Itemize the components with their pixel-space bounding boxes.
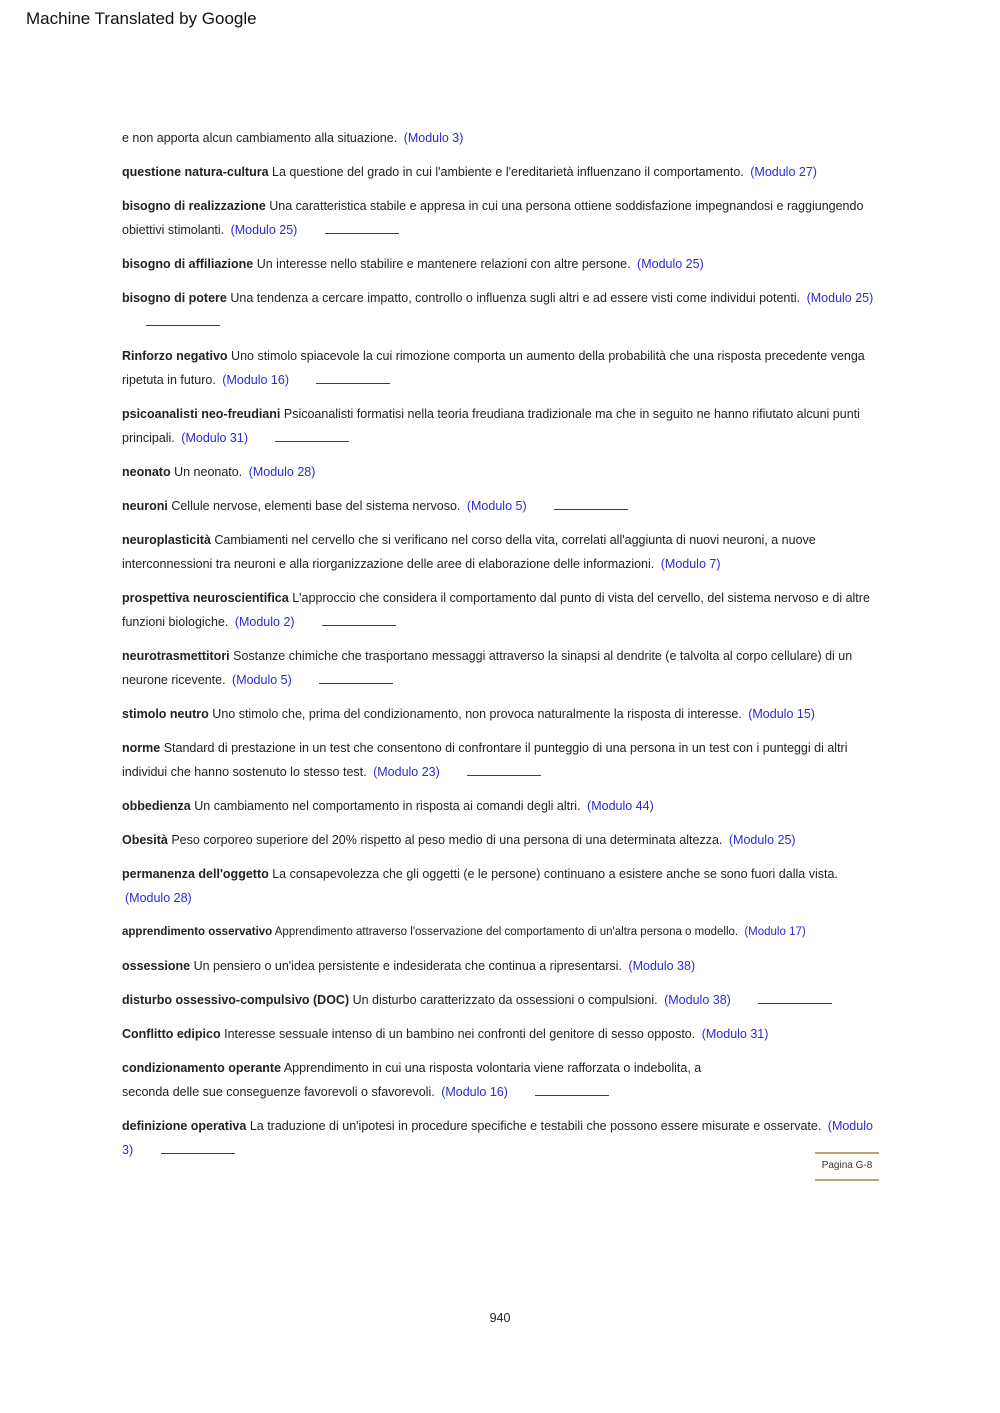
- entry-term: definizione operativa: [122, 1119, 247, 1133]
- glossary-entry: [122, 702, 882, 726]
- glossary-entry: [122, 920, 882, 944]
- entry-term: neuroplasticità: [122, 533, 211, 547]
- module-reference-link[interactable]: (Modulo 5): [466, 499, 527, 513]
- entry-definition: Psicoanalisti formatisi nella teoria freudiana tradizionale ma che in seguito ne hanno rifiutato alcuni punti principali.: [122, 407, 860, 445]
- module-reference-link[interactable]: (Modulo 31): [181, 431, 248, 445]
- entry-term: bisogno di realizzazione: [122, 199, 266, 213]
- glossary-entry: [122, 1022, 882, 1046]
- link-underline: [554, 508, 628, 510]
- entry-term: questione natura-cultura: [122, 165, 269, 179]
- module-reference-link[interactable]: (Modulo 27): [750, 165, 817, 179]
- entry-term: neonato: [122, 465, 171, 479]
- module-reference-link[interactable]: (Modulo 16): [441, 1085, 508, 1099]
- module-reference-link[interactable]: (Modulo 2): [234, 615, 295, 629]
- link-underline: [535, 1094, 609, 1096]
- entry-definition: Peso corporeo superiore del 20% rispetto al peso medio di una persona di una determinata altezza.: [171, 833, 723, 847]
- glossary-entry: [122, 194, 882, 242]
- module-reference-link[interactable]: (Modulo 38): [664, 993, 731, 1007]
- entry-term: condizionamento operante: [122, 1061, 282, 1075]
- glossary-entry: [122, 1114, 882, 1162]
- module-reference-link[interactable]: (Modulo 38): [628, 959, 696, 973]
- module-reference-link[interactable]: (Modulo 25): [637, 257, 704, 271]
- entry-term: norme: [122, 741, 161, 755]
- module-reference-link[interactable]: (Modulo 17): [744, 926, 806, 938]
- glossary-entry: [122, 828, 882, 852]
- entry-definition: L'approccio che considera il comportamento dal punto di vista del cervello, del sistema nervoso e di altre funzioni biologiche.: [122, 591, 870, 629]
- entry-definition: Una caratteristica stabile e appresa in cui una persona ottiene soddisfazione impegnandosi e raggiungendo obiettivi stimolanti.: [122, 199, 864, 237]
- entry-term: apprendimento osservativo: [122, 926, 273, 938]
- entry-term: neurotrasmettitori: [122, 649, 230, 663]
- entry-term: obbedienza: [122, 799, 191, 813]
- module-reference-link[interactable]: (Modulo 3): [122, 1119, 873, 1157]
- glossary-entry: [122, 586, 882, 634]
- link-underline: [316, 382, 390, 384]
- glossary-entry: [122, 736, 882, 784]
- entry-definition: Cambiamenti nel cervello che si verificano nel corso della vita, correlati all'aggiunta di nuovi neuroni, a nuove interconnessioni tra neuroni e alla riorganizzazione delle aree di elaborazione delle informazioni.: [122, 533, 816, 571]
- entry-definition: Apprendimento in cui una risposta volontaria viene rafforzata o indebolita, a seconda delle sue conseguenze favorevoli o sfavorevoli.: [122, 1061, 702, 1099]
- glossary-entry: [122, 494, 882, 518]
- link-underline: [322, 624, 396, 626]
- glossary-entry: [122, 286, 882, 334]
- entry-term: Rinforzo negativo: [122, 349, 228, 363]
- entry-definition: Uno stimolo spiacevole la cui rimozione comporta un aumento della probabilità che una risposta precedente venga ripetuta in futuro.: [122, 349, 865, 387]
- entry-term: prospettiva neuroscientifica: [122, 591, 289, 605]
- module-reference-link[interactable]: (Modulo 31): [701, 1027, 769, 1041]
- glossary-entry: [122, 794, 882, 818]
- module-reference-link[interactable]: (Modulo 23): [373, 765, 440, 779]
- module-reference-link[interactable]: (Modulo 3): [403, 131, 464, 145]
- module-reference-link[interactable]: (Modulo 28): [125, 891, 192, 905]
- module-reference-link[interactable]: (Modulo 28): [248, 465, 316, 479]
- glossary-entry: [122, 644, 882, 692]
- entry-definition: e non apporta alcun cambiamento alla situazione.: [122, 131, 398, 145]
- entry-definition: Un interesse nello stabilire e mantenere relazioni con altre persone.: [256, 257, 631, 271]
- entry-term: stimolo neutro: [122, 707, 209, 721]
- glossary-entry: [122, 528, 882, 576]
- link-underline: [319, 682, 393, 684]
- glossary-entry: [122, 160, 882, 184]
- page-label-badge: Pagina G-8: [815, 1152, 879, 1181]
- entry-definition: Standard di prestazione in un test che consentono di confrontare il punteggio di una persona in un test con i punteggi di altri individui che hanno sostenuto lo stesso test.: [122, 741, 848, 779]
- entry-definition: Uno stimolo che, prima del condizionamento, non provoca naturalmente la risposta di interesse.: [212, 707, 742, 721]
- entry-term: neuroni: [122, 499, 168, 513]
- glossary-entry: [122, 344, 882, 392]
- module-reference-link[interactable]: (Modulo 16): [222, 373, 289, 387]
- glossary-entry: [122, 1056, 732, 1104]
- entry-definition: Apprendimento attraverso l'osservazione del comportamento di un'altra persona o modello.: [274, 926, 739, 938]
- module-reference-link[interactable]: (Modulo 25): [230, 223, 298, 237]
- module-reference-link[interactable]: (Modulo 7): [660, 557, 721, 571]
- entry-term: ossessione: [122, 959, 191, 973]
- glossary-entry: [122, 954, 882, 978]
- module-reference-link[interactable]: (Modulo 15): [748, 707, 815, 721]
- entry-definition: La questione del grado in cui l'ambiente e l'ereditarietà influenzano il comportamento.: [272, 165, 744, 179]
- machine-translation-banner: Machine Translated by Google: [26, 9, 257, 28]
- entry-definition: Una tendenza a cercare impatto, controllo o influenza sugli altri e ad essere visti come individui potenti.: [230, 291, 801, 305]
- entry-term: permanenza dell'oggetto: [122, 867, 269, 881]
- entry-term: psicoanalisti neo-freudiani: [122, 407, 281, 421]
- entry-term: bisogno di affiliazione: [122, 257, 254, 271]
- module-reference-link[interactable]: (Modulo 44): [587, 799, 654, 813]
- entry-term: Conflitto edipico: [122, 1027, 221, 1041]
- glossary-entry: [122, 988, 882, 1012]
- entry-definition: La consapevolezza che gli oggetti (e le persone) continuano a esistere anche se sono fuori dalla vista.: [272, 867, 838, 881]
- entry-definition: Un pensiero o un'idea persistente e indesiderata che continua a ripresentarsi.: [193, 959, 622, 973]
- link-underline: [758, 1002, 832, 1004]
- entry-definition: Un cambiamento nel comportamento in risposta ai comandi degli altri.: [194, 799, 581, 813]
- glossary-entry: [122, 402, 882, 450]
- glossary-entry: [122, 460, 882, 484]
- entry-definition: Interesse sessuale intenso di un bambino nei confronti del genitore di sesso opposto.: [224, 1027, 696, 1041]
- module-reference-link[interactable]: (Modulo 5): [232, 673, 292, 687]
- module-reference-link[interactable]: (Modulo 25): [728, 833, 796, 847]
- page-number: 940: [489, 1311, 511, 1325]
- entry-definition: La traduzione di un'ipotesi in procedure specifiche e testabili che possono essere misurate e osservate.: [249, 1119, 822, 1133]
- glossary-entry: [122, 252, 882, 276]
- entry-term: bisogno di potere: [122, 291, 227, 305]
- entry-term: disturbo ossessivo-compulsivo (DOC): [122, 993, 350, 1007]
- glossary-list: [122, 126, 882, 1172]
- link-underline: [275, 440, 349, 442]
- link-underline: [325, 232, 399, 234]
- glossary-entry: [122, 862, 882, 910]
- entry-definition: Sostanze chimiche che trasportano messaggi attraverso la sinapsi al dendrite (e talvolta al corpo cellulare) di un neurone ricevente.: [122, 649, 853, 687]
- entry-definition: Cellule nervose, elementi base del sistema nervoso.: [171, 499, 461, 513]
- entry-definition: Un neonato.: [174, 465, 243, 479]
- link-underline: [161, 1152, 235, 1154]
- entry-definition: Un disturbo caratterizzato da ossessioni o compulsioni.: [352, 993, 658, 1007]
- link-underline: [467, 774, 541, 776]
- module-reference-link[interactable]: (Modulo 25): [806, 291, 874, 305]
- link-underline: [146, 324, 220, 326]
- entry-term: Obesità: [122, 833, 168, 847]
- glossary-entry: [122, 126, 882, 150]
